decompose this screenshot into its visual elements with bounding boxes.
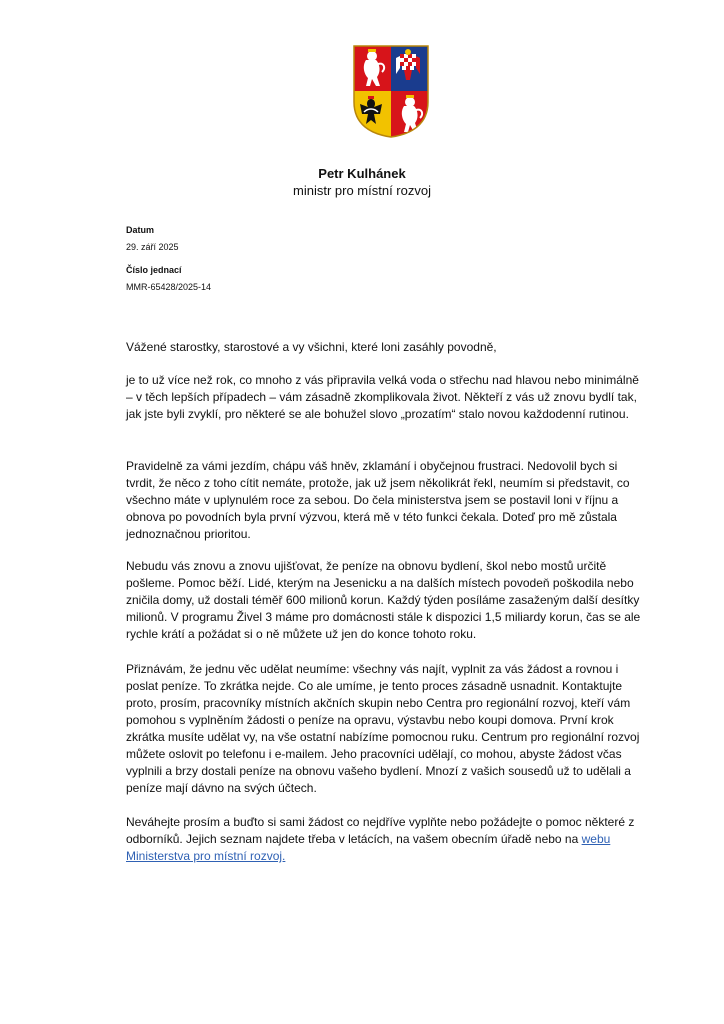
date-label: Datum: [126, 225, 155, 235]
letter-salutation: Vážené starostky, starostové a vy všichni, které loni zasáhly povodně,: [126, 340, 497, 354]
czech-coat-of-arms-icon: [352, 44, 430, 138]
letter-paragraph-3: Nebudu vás znovu a znovu ujišťovat, že peníze na obnovu bydlení, škol nebo mostů určitě pošleme. Pomoc běží. Lidé, kterým na Jesenicku a na dalších místech povodeň poškodila nebo zničila domy, už dostali téměř 600 milionů korun. Každý týden posíláme zasaženým další desítky milionů. V programu Živel 3 máme pro domácnosti stále k dispozici 1,5 miliardy korun, čas se ale rychle krátí a požádat si o ně můžete už jen do konce tohoto roku.: [126, 559, 641, 641]
reference-value: MMR-65428/2025-14: [126, 282, 212, 292]
letter-paragraph-1: je to už více než rok, co mnoho z vás připravila velká voda o střechu nad hlavou nebo minimálně – v těch lepších případech – vám zásadně zkomplikovala život. Někteří z vás už znovu bydlí tak, jak jste byli zvyklí, pro některé se ale bohužel slovo „prozatím“ stalo novou každodenní rutinou.: [126, 373, 639, 421]
reference-label: Číslo jednací: [126, 265, 182, 275]
letter-paragraph-5-text: Neváhejte prosím a buďto si sami žádost co nejdříve vyplňte nebo požádejte o pomoc některé z odborníků. Jejich seznam najdete třeba v letácích, na vašem obecním úřadě nebo na: [126, 815, 635, 846]
sender-role: ministr pro místní rozvoj: [293, 183, 431, 198]
letter-paragraph-5: [126, 814, 646, 865]
letter-paragraph-4: Přiznávám, že jednu věc udělat neumíme: všechny vás najít, vyplnit za vás žádost a rovnou i poslat peníze. To zkrátka nejde. Co ale umíme, je tento proces zásadně usnadnit. Kontaktujte proto, prosím, pracovníky místních akčních skupin nebo Centra pro regionální rozvoj, kteří vám pomohou s vyplněním žádosti o peníze na opravu, výstavbu nebo koupi domova. První krok zkrátka musíte udělat vy, na vše ostatní nabízíme pomocnou ruku. Centrum pro regionální rozvoj můžete oslovit po telefonu i e-mailem. Jeho pracovníci udělají, co mohou, abyste žádost včas vyplnili a brzy dostali peníze na obnovu vašeho bydlení. Mnozí z vašich sousedů už to udělali a peníze mají dávno na svých účtech.: [126, 662, 640, 795]
sender-name: Petr Kulhánek: [318, 166, 406, 181]
letter-paragraph-2: Pravidelně za vámi jezdím, chápu váš hněv, zklamání i obyčejnou frustraci. Nedovolil bych si tvrdit, že něco z toho cítit nemáte, protože, jak už jsem několikrát řekl, neumím si představit, co všechno máte v uplynulém roce za sebou. Do čela ministerstva jsem se postavil loni v říjnu a obnova po povodních byla první výzvou, která mě v této funkci čekala. Doteď pro mě zůstala jednoznačnou prioritou.: [126, 459, 630, 541]
date-value: 29. září 2025: [126, 242, 179, 252]
ministry-web-link[interactable]: webu Ministerstva pro místní rozvoj.: [126, 832, 611, 863]
